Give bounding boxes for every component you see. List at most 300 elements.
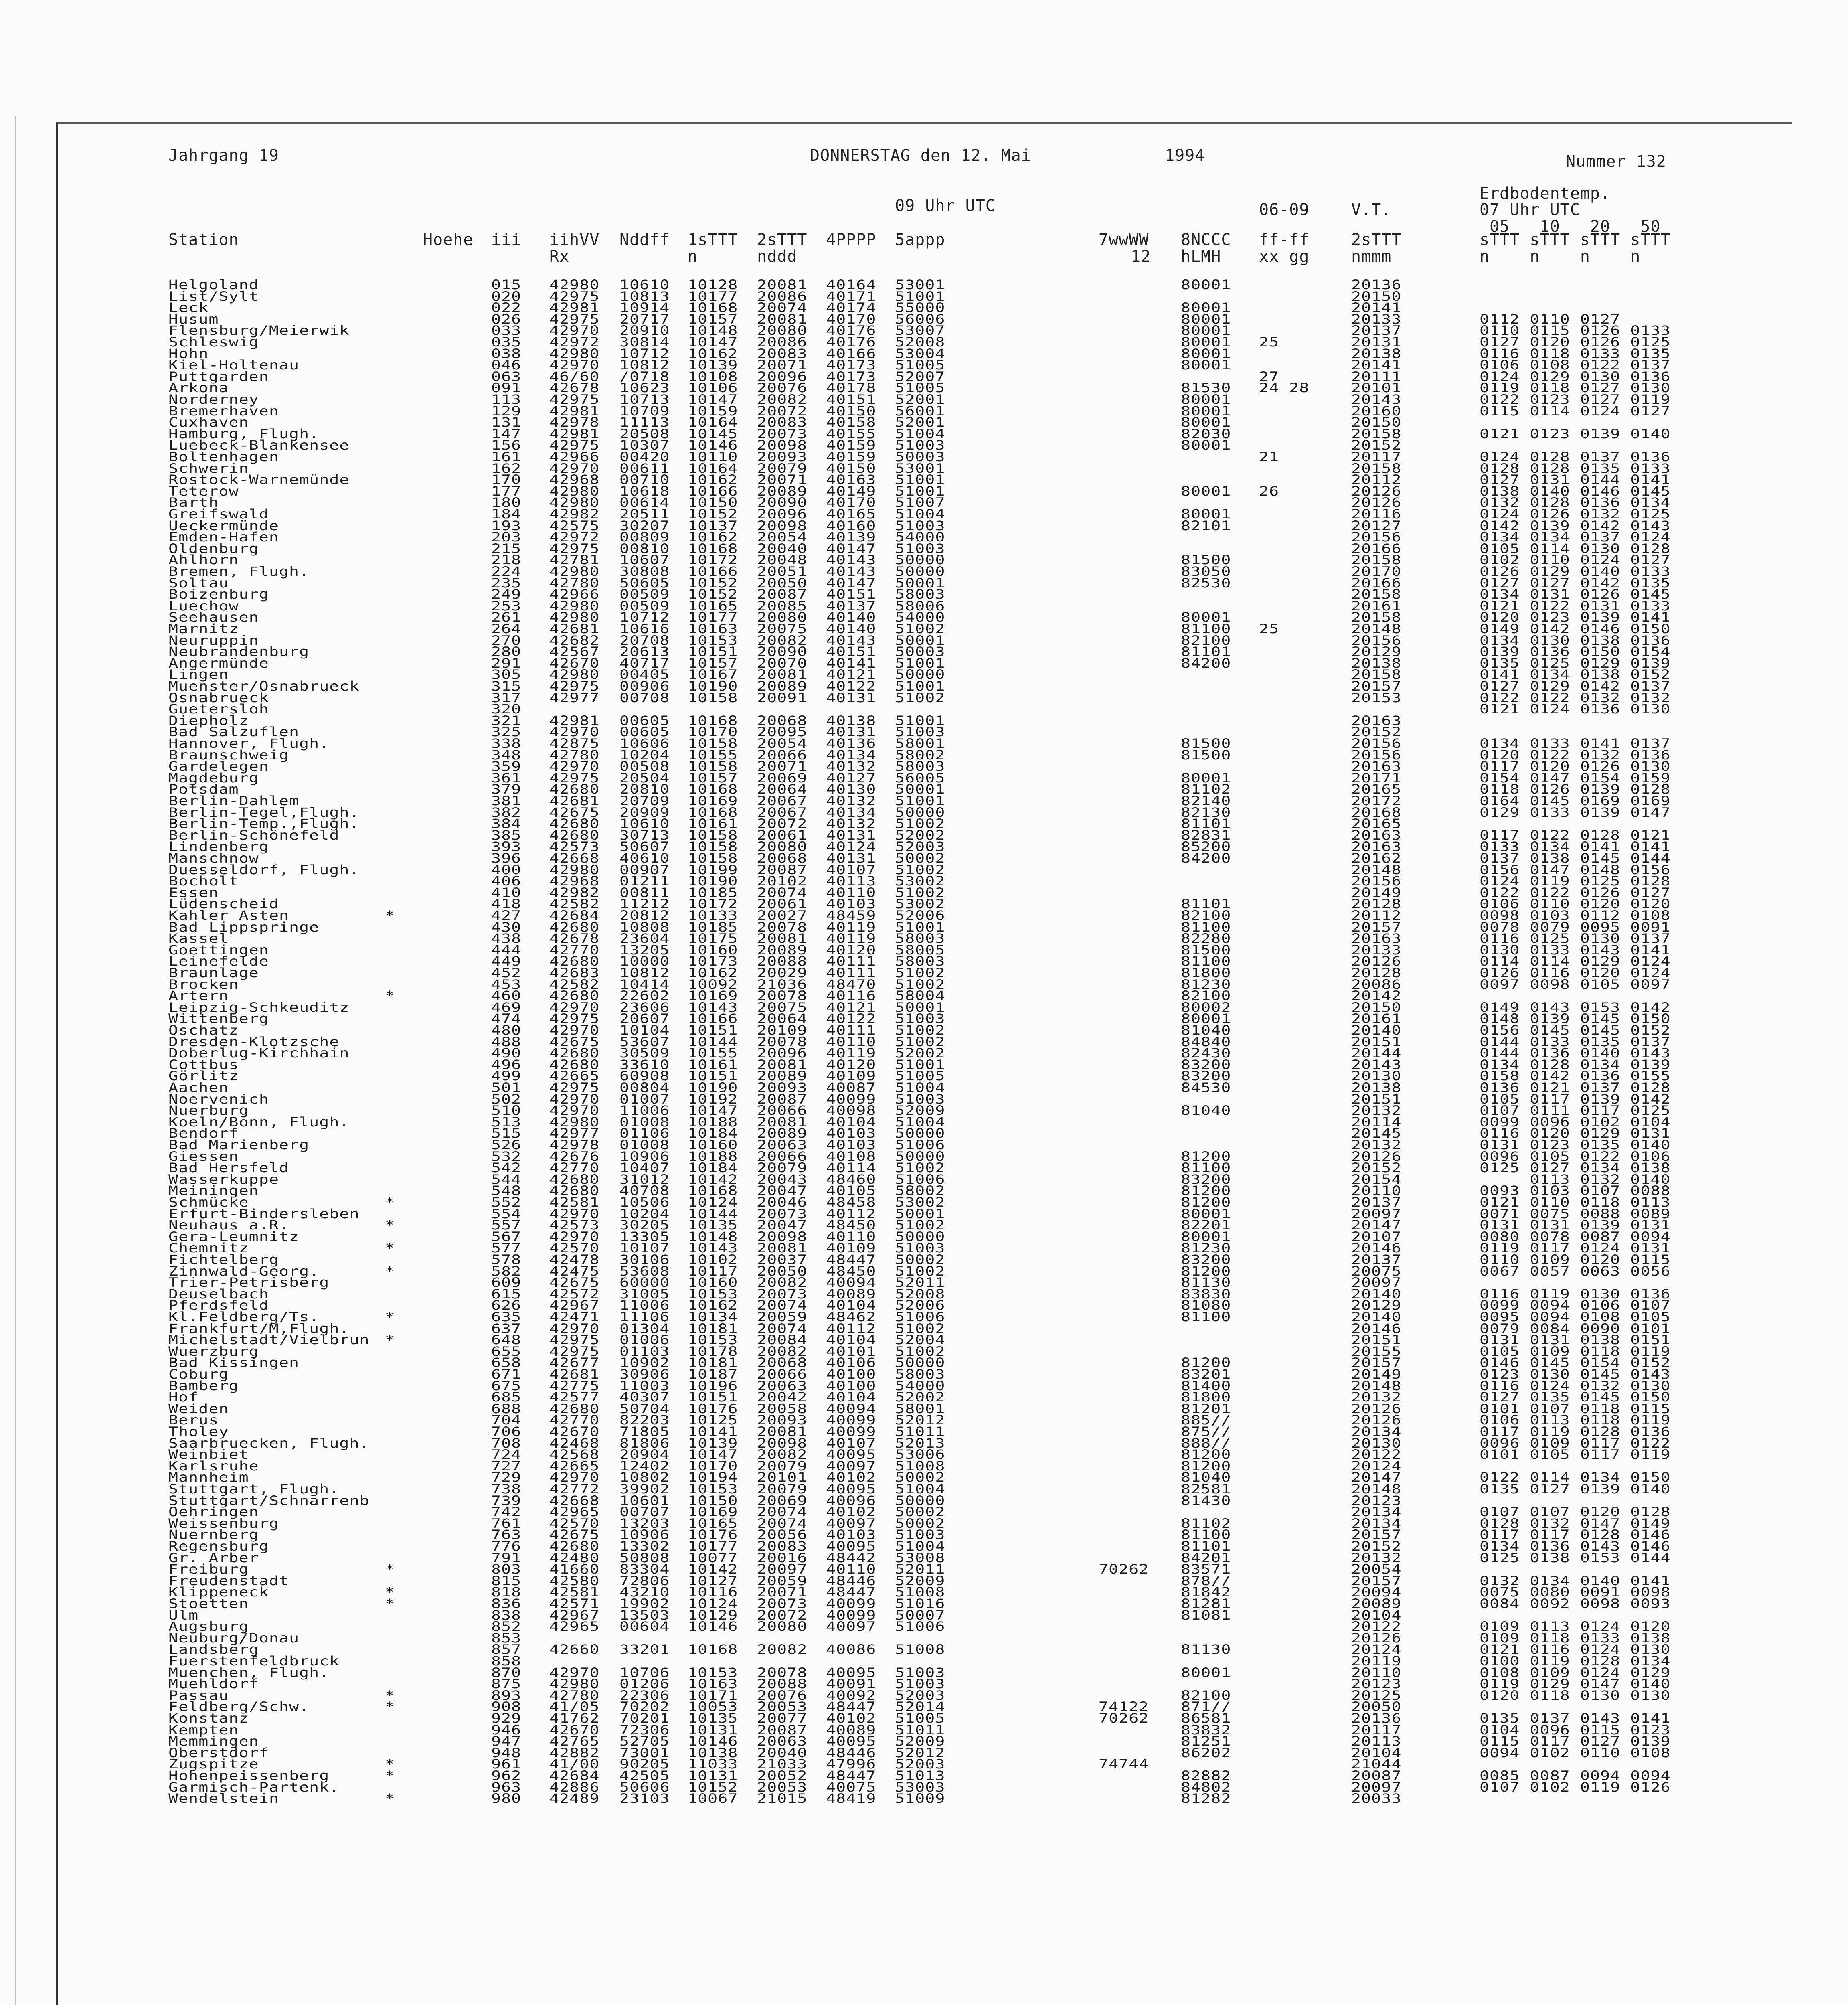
temp-2sttt: 20098	[757, 438, 808, 453]
station-id: 218	[491, 553, 522, 568]
cloud-8nccc: 82430	[1181, 1046, 1231, 1061]
temp-2sttt: 20096	[757, 1046, 808, 1061]
cloud-8nccc: 81400	[1181, 1378, 1231, 1393]
pressure-4pppp: 48447	[826, 1585, 876, 1600]
iihvv: 42980	[549, 1677, 600, 1691]
tendency-5appp: 52007	[895, 369, 945, 384]
pressure-4pppp: 40103	[826, 1527, 876, 1543]
tendency-5appp: 58002	[895, 747, 945, 763]
cloud-8nccc: 83200	[1181, 1069, 1231, 1084]
pressure-4pppp: 40138	[826, 713, 876, 728]
iihvv: 42581	[549, 1585, 600, 1600]
nddff: 10610	[619, 816, 670, 831]
cloud-8nccc: 81101	[1181, 816, 1231, 831]
temp-1sttt: 10171	[688, 1688, 738, 1703]
cloud-8nccc: 81500	[1181, 553, 1231, 568]
station-name: Bocholt	[168, 874, 239, 889]
tendency-5appp: 53007	[895, 323, 945, 338]
vt-2sttt: 20146	[1351, 1241, 1402, 1256]
tendency-5appp: 51002	[895, 1034, 945, 1049]
soil-temps: 0116 0118 0133 0135	[1480, 346, 1671, 361]
temp-2sttt: 20098	[757, 1436, 808, 1451]
station-name: Schwerin	[168, 461, 249, 476]
temp-2sttt: 20073	[757, 1206, 808, 1221]
soil-temps: 0149 0143 0153 0142	[1480, 1000, 1671, 1015]
cloud-8nccc: 82100	[1181, 1688, 1231, 1703]
soil-temps: 0125 0138 0153 0144	[1480, 1550, 1671, 1566]
station-id: 224	[491, 564, 522, 579]
iihvv: 42967	[549, 1298, 600, 1313]
soil-temps: 0117 0120 0126 0130	[1480, 759, 1671, 774]
tendency-5appp: 52011	[895, 1562, 945, 1577]
tendency-5appp: 52006	[895, 908, 945, 923]
iihvv: 42981	[549, 403, 600, 419]
station-name: Puttgarden	[168, 369, 269, 384]
iihvv: 42582	[549, 977, 600, 992]
cloud-8nccc: 81800	[1181, 966, 1231, 980]
iihvv: 42770	[549, 942, 600, 958]
pressure-4pppp: 40099	[826, 1424, 876, 1439]
iihvv: 42980	[549, 277, 600, 292]
station-name: Weiden	[168, 1401, 229, 1416]
pressure-4pppp: 40089	[826, 1722, 876, 1738]
iihvv: 42970	[549, 461, 600, 476]
station-id: 557	[491, 1218, 522, 1233]
station-name: Gera-Leumnitz	[168, 1229, 300, 1244]
vt-2sttt: 20156	[1351, 874, 1402, 889]
station-id: 321	[491, 713, 522, 728]
tendency-5appp: 50002	[895, 1252, 945, 1267]
soil-temps: 0075 0080 0091 0098	[1480, 1585, 1671, 1600]
tendency-5appp: 53008	[895, 1550, 945, 1566]
iihvv: 42478	[549, 1252, 600, 1267]
temp-1sttt: 10147	[688, 392, 738, 407]
nddff: 23103	[619, 1791, 670, 1806]
cloud-8nccc: 878//	[1181, 1573, 1231, 1588]
nddff: 50808	[619, 1550, 670, 1566]
temp-2sttt: 20074	[757, 1298, 808, 1313]
vt-2sttt: 20126	[1351, 1413, 1402, 1428]
cloud-8nccc: 81101	[1181, 644, 1231, 659]
cloud-8nccc: 86202	[1181, 1745, 1231, 1760]
soil-temps: 0156 0147 0148 0156	[1480, 862, 1671, 877]
vt-2sttt: 20107	[1351, 1229, 1402, 1244]
pressure-4pppp: 40095	[826, 1665, 876, 1680]
pressure-4pppp: 40136	[826, 736, 876, 751]
station-id: 577	[491, 1241, 522, 1256]
temp-2sttt: 20083	[757, 346, 808, 361]
tendency-5appp: 51011	[895, 1722, 945, 1738]
iihvv: 42683	[549, 966, 600, 980]
temp-2sttt: 20058	[757, 1401, 808, 1416]
pressure-4pppp: 40170	[826, 312, 876, 327]
temp-1sttt: 10153	[688, 1665, 738, 1680]
station-id: 548	[491, 1183, 522, 1199]
soil-temps: 0116 0119 0130 0136	[1480, 1286, 1671, 1302]
nddff: 10506	[619, 1195, 670, 1210]
pressure-4pppp: 40134	[826, 747, 876, 763]
pressure-4pppp: 40164	[826, 277, 876, 292]
tendency-5appp: 51001	[895, 289, 945, 304]
station-name: Hof	[168, 1390, 199, 1405]
col-1sttt-n: n	[688, 247, 698, 266]
soil-temps: 0127 0127 0142 0135	[1480, 575, 1671, 591]
iihvv: 42680	[549, 828, 600, 843]
vt-2sttt: 20156	[1351, 530, 1402, 545]
temp-2sttt: 21036	[757, 977, 808, 992]
vt-2sttt: 20112	[1351, 908, 1402, 923]
soil-col-n: n n n n	[1480, 247, 1641, 266]
station-id: 359	[491, 759, 522, 774]
nddff: 53608	[619, 1264, 670, 1279]
vt-2sttt: 20163	[1351, 931, 1402, 946]
pressure-4pppp: 40109	[826, 1069, 876, 1084]
cloud-8nccc: 80001	[1181, 403, 1231, 419]
nddff: 20812	[619, 908, 670, 923]
tendency-5appp: 51013	[895, 1768, 945, 1783]
vt-2sttt: 20126	[1351, 1401, 1402, 1416]
pressure-4pppp: 40095	[826, 1447, 876, 1462]
pressure-4pppp: 40127	[826, 770, 876, 786]
temp-1sttt: 10116	[688, 1585, 738, 1600]
tendency-5appp: 54000	[895, 610, 945, 625]
vt-2sttt: 20126	[1351, 1630, 1402, 1646]
iihvv: 42886	[549, 1780, 600, 1795]
nddff: 01008	[619, 1114, 670, 1130]
tendency-5appp: 52002	[895, 1046, 945, 1061]
soil-temps: 0132 0134 0140 0141	[1480, 1573, 1671, 1588]
station-name: Wasserkuppe	[168, 1172, 279, 1187]
vt-2sttt: 20101	[1351, 381, 1402, 396]
pressure-4pppp: 40141	[826, 656, 876, 671]
iihvv: 42670	[549, 656, 600, 671]
cloud-8nccc: 82201	[1181, 1218, 1231, 1233]
iihvv: 42970	[549, 725, 600, 740]
tendency-5appp: 51001	[895, 472, 945, 487]
pressure-4pppp: 48460	[826, 1172, 876, 1187]
soil-temps: 0131 0131 0139 0131	[1480, 1218, 1671, 1233]
station-name: Karlsruhe	[168, 1458, 259, 1474]
temp-1sttt: 10151	[688, 1390, 738, 1405]
iihvv: 42968	[549, 472, 600, 487]
station-id: 671	[491, 1367, 522, 1382]
soil-temps: 0124 0128 0137 0136	[1480, 450, 1671, 464]
pressure-4pppp: 40100	[826, 1378, 876, 1393]
vt-2sttt: 20075	[1351, 1264, 1402, 1279]
temp-2sttt: 20082	[757, 1344, 808, 1359]
soil-temps: 0126 0116 0120 0124	[1480, 966, 1671, 980]
station-name: Braunlage	[168, 966, 259, 980]
vt-2sttt: 20165	[1351, 816, 1402, 831]
station-name: Bremen, Flugh.	[168, 564, 310, 579]
tendency-5appp: 52002	[895, 828, 945, 843]
pressure-4pppp: 40160	[826, 518, 876, 533]
iihvv: 42977	[549, 690, 600, 705]
station-name: Cuxhaven	[168, 415, 249, 430]
station-id: 708	[491, 1436, 522, 1451]
tendency-5appp: 52013	[895, 1436, 945, 1451]
temp-2sttt: 20074	[757, 1505, 808, 1519]
soil-temps: 0128 0132 0147 0149	[1480, 1516, 1671, 1531]
vt-2sttt: 20152	[1351, 1539, 1402, 1554]
soil-temp-depths: 05 10 20 50	[1480, 217, 1661, 236]
pressure-4pppp: 40166	[826, 346, 876, 361]
soil-temps: 0123 0130 0145 0143	[1480, 1367, 1671, 1382]
soil-temps: 0122 0122 0132 0132	[1480, 690, 1671, 705]
station-id: 704	[491, 1413, 522, 1428]
vt-2sttt: 20154	[1351, 1172, 1402, 1187]
station-name: Wendelstein	[168, 1791, 279, 1806]
tendency-5appp: 51002	[895, 1264, 945, 1279]
soil-temps: 0154 0147 0154 0159	[1480, 770, 1671, 786]
vt-2sttt: 20094	[1351, 1585, 1402, 1600]
tendency-5appp: 56005	[895, 770, 945, 786]
iihvv: 42981	[549, 300, 600, 315]
cloud-8nccc: 80001	[1181, 484, 1231, 499]
temp-1sttt: 10148	[688, 1229, 738, 1244]
station-name: Teterow	[168, 484, 239, 499]
temp-1sttt: 10170	[688, 725, 738, 740]
iihvv: 42770	[549, 1160, 600, 1175]
soil-temps: 0121 0122 0131 0133	[1480, 598, 1671, 614]
temp-1sttt: 10181	[688, 1355, 738, 1371]
temp-2sttt: 20074	[757, 300, 808, 315]
temp-2sttt: 20047	[757, 1183, 808, 1199]
cloud-8nccc: 80001	[1181, 1665, 1231, 1680]
vt-2sttt: 20122	[1351, 1619, 1402, 1634]
station-name: Kiel-Holtenau	[168, 358, 300, 373]
tendency-5appp: 51002	[895, 862, 945, 877]
cloud-8nccc: 84200	[1181, 851, 1231, 866]
temp-2sttt: 20040	[757, 1745, 808, 1760]
pressure-4pppp: 40095	[826, 1734, 876, 1749]
station-id: 857	[491, 1642, 522, 1657]
temp-1sttt: 10155	[688, 747, 738, 763]
station-name: Rostock-Warnemünde	[168, 472, 350, 487]
temp-2sttt: 20071	[757, 472, 808, 487]
station-id: 738	[491, 1482, 522, 1497]
soil-temps: 0110 0109 0120 0115	[1480, 1252, 1671, 1267]
iihvv: 42471	[549, 1310, 600, 1325]
soil-temps: 0078 0079 0095 0091	[1480, 919, 1671, 935]
temp-1sttt: 10168	[688, 713, 738, 728]
iihvv: 41660	[549, 1562, 600, 1577]
nddff: 01006	[619, 1333, 670, 1347]
station-name: Bad Hersfeld	[168, 1160, 289, 1175]
vt-2sttt: 20158	[1351, 667, 1402, 683]
tendency-5appp: 52014	[895, 1699, 945, 1715]
station-name: Stuttgart/Schnarrenb	[168, 1493, 370, 1508]
vt-2sttt: 20097	[1351, 1780, 1402, 1795]
station-id: 249	[491, 587, 522, 602]
vt-2sttt: 20157	[1351, 1527, 1402, 1543]
pressure-4pppp: 40102	[826, 1711, 876, 1726]
cloud-8nccc: 81200	[1181, 1183, 1231, 1199]
temp-1sttt: 10158	[688, 736, 738, 751]
pressure-4pppp: 40102	[826, 1505, 876, 1519]
temp-2sttt: 20059	[757, 1310, 808, 1325]
temp-2sttt: 20066	[757, 747, 808, 763]
temp-2sttt: 20085	[757, 598, 808, 614]
iihvv: 42581	[549, 1195, 600, 1210]
iihvv: 42980	[549, 495, 600, 510]
station-id: 264	[491, 622, 522, 636]
nddff: 10902	[619, 1355, 670, 1371]
soil-temps: 0107 0107 0120 0128	[1480, 1505, 1671, 1519]
nddff: 00906	[619, 679, 670, 694]
pressure-4pppp: 40105	[826, 1183, 876, 1199]
nddff: 20810	[619, 782, 670, 797]
temp-2sttt: 20089	[757, 942, 808, 958]
nddff: 00611	[619, 461, 670, 476]
cloud-8nccc: 81200	[1181, 1264, 1231, 1279]
vt-2sttt: 20172	[1351, 794, 1402, 808]
vt-2sttt: 20116	[1351, 507, 1402, 522]
nddff: 60000	[619, 1275, 670, 1290]
vt-2sttt: 20136	[1351, 277, 1402, 292]
nddff: 30808	[619, 564, 670, 579]
iihvv: 42970	[549, 1321, 600, 1336]
nddff: 20708	[619, 633, 670, 648]
soil-col-sttt: sTTT sTTT sTTT sTTT	[1480, 231, 1671, 249]
cloud-8nccc: 83830	[1181, 1286, 1231, 1302]
temp-2sttt: 20075	[757, 1000, 808, 1015]
nddff: 33201	[619, 1642, 670, 1657]
vt-2sttt: 20138	[1351, 1080, 1402, 1095]
pressure-4pppp: 40151	[826, 587, 876, 602]
vt-2sttt: 20140	[1351, 1286, 1402, 1302]
vt-2sttt: 20151	[1351, 1034, 1402, 1049]
station-id: 776	[491, 1539, 522, 1554]
temp-2sttt: 20096	[757, 507, 808, 522]
pressure-4pppp: 40100	[826, 1367, 876, 1382]
nddff: 13302	[619, 1539, 670, 1554]
tendency-5appp: 51008	[895, 1642, 945, 1657]
station-id: 853	[491, 1630, 522, 1646]
cloud-8nccc: 82100	[1181, 988, 1231, 1003]
soil-temps: 0100 0119 0128 0134	[1480, 1654, 1671, 1669]
station-id: 129	[491, 403, 522, 419]
vt-2sttt: 20165	[1351, 782, 1402, 797]
station-name: Schleswig	[168, 335, 259, 350]
vt-2sttt: 20152	[1351, 1160, 1402, 1175]
vt-2sttt: 20158	[1351, 461, 1402, 476]
tendency-5appp: 53001	[895, 277, 945, 292]
temp-2sttt: 20080	[757, 323, 808, 338]
station-id: 162	[491, 461, 522, 476]
station-id: 170	[491, 472, 522, 487]
iihvv: 42567	[549, 644, 600, 659]
tendency-5appp: 51001	[895, 713, 945, 728]
station-name: Hohn	[168, 346, 209, 361]
temp-2sttt: 20078	[757, 988, 808, 1003]
tendency-5appp: 50000	[895, 1493, 945, 1508]
nddff: 10307	[619, 438, 670, 453]
station-id: 544	[491, 1172, 522, 1187]
pressure-4pppp: 40122	[826, 679, 876, 694]
iihvv: 42975	[549, 679, 600, 694]
station-name: Osnabrueck	[168, 690, 269, 705]
pressure-4pppp: 40178	[826, 381, 876, 396]
station-id: 063	[491, 369, 522, 384]
nddff: 30509	[619, 1046, 670, 1061]
station-id: 406	[491, 874, 522, 889]
temp-1sttt: 10170	[688, 1458, 738, 1474]
mountain-station-mark: *	[385, 1310, 395, 1325]
station-name: Pferdsfeld	[168, 1298, 269, 1313]
station-name: Lindenberg	[168, 839, 269, 855]
station-id: 635	[491, 1310, 522, 1325]
tendency-5appp: 50002	[895, 1505, 945, 1519]
cloud-8nccc: 81130	[1181, 1642, 1231, 1657]
soil-temps: 0116 0120 0129 0131	[1480, 1126, 1671, 1141]
soil-temps: 0125 0127 0134 0138	[1480, 1160, 1671, 1175]
station-id: 763	[491, 1527, 522, 1543]
nddff: 30205	[619, 1218, 670, 1233]
temp-2sttt: 20066	[757, 1103, 808, 1118]
iihvv: 42980	[549, 346, 600, 361]
vt-2sttt: 20171	[1351, 770, 1402, 786]
pressure-4pppp: 40095	[826, 1482, 876, 1497]
temp-2sttt: 20079	[757, 1458, 808, 1474]
nddff: 23604	[619, 931, 670, 946]
tendency-5appp: 58005	[895, 942, 945, 958]
temp-2sttt: 20059	[757, 1573, 808, 1588]
station-id: 815	[491, 1573, 522, 1588]
soil-temps: 0120 0118 0130 0130	[1480, 1688, 1671, 1703]
gusts-ffff: 25	[1259, 335, 1279, 350]
temp-1sttt: 10168	[688, 1183, 738, 1199]
tendency-5appp: 50000	[895, 553, 945, 568]
station-id: 510	[491, 1103, 522, 1118]
tendency-5appp: 51002	[895, 622, 945, 636]
mountain-station-mark: *	[385, 1264, 395, 1279]
cloud-8nccc: 82140	[1181, 794, 1231, 808]
pressure-4pppp: 40104	[826, 1390, 876, 1405]
station-id: 325	[491, 725, 522, 740]
soil-temps: 0128 0128 0135 0133	[1480, 461, 1671, 476]
soil-temps: 0113 0132 0140	[1480, 1172, 1671, 1187]
nddff: 10610	[619, 277, 670, 292]
nddff: 11006	[619, 1103, 670, 1118]
nddff: 10712	[619, 610, 670, 625]
temp-2sttt: 20088	[757, 954, 808, 969]
soil-temps: 0099 0096 0102 0104	[1480, 1114, 1671, 1130]
temp-2sttt: 20070	[757, 656, 808, 671]
tendency-5appp: 52008	[895, 1286, 945, 1302]
pressure-4pppp: 40107	[826, 1436, 876, 1451]
iihvv: 42680	[549, 782, 600, 797]
station-id: 315	[491, 679, 522, 694]
pressure-4pppp: 40143	[826, 553, 876, 568]
station-id: 675	[491, 1378, 522, 1393]
soil-temps: 0110 0115 0126 0133	[1480, 323, 1671, 338]
temp-2sttt: 21033	[757, 1757, 808, 1772]
temp-1sttt: 10139	[688, 1436, 738, 1451]
tendency-5appp: 50001	[895, 575, 945, 591]
tendency-5appp: 50002	[895, 1470, 945, 1485]
station-id: 724	[491, 1447, 522, 1462]
iihvv: 42970	[549, 323, 600, 338]
temp-1sttt: 10196	[688, 1378, 738, 1393]
col-1sttt: 1sTTT	[688, 231, 738, 249]
soil-temps: 0108 0109 0124 0129	[1480, 1665, 1671, 1680]
station-name: Braunschweig	[168, 747, 289, 763]
temp-2sttt: 20046	[757, 1195, 808, 1210]
tendency-5appp: 51004	[895, 426, 945, 442]
station-id: 852	[491, 1619, 522, 1634]
temp-1sttt: 10161	[688, 1057, 738, 1072]
